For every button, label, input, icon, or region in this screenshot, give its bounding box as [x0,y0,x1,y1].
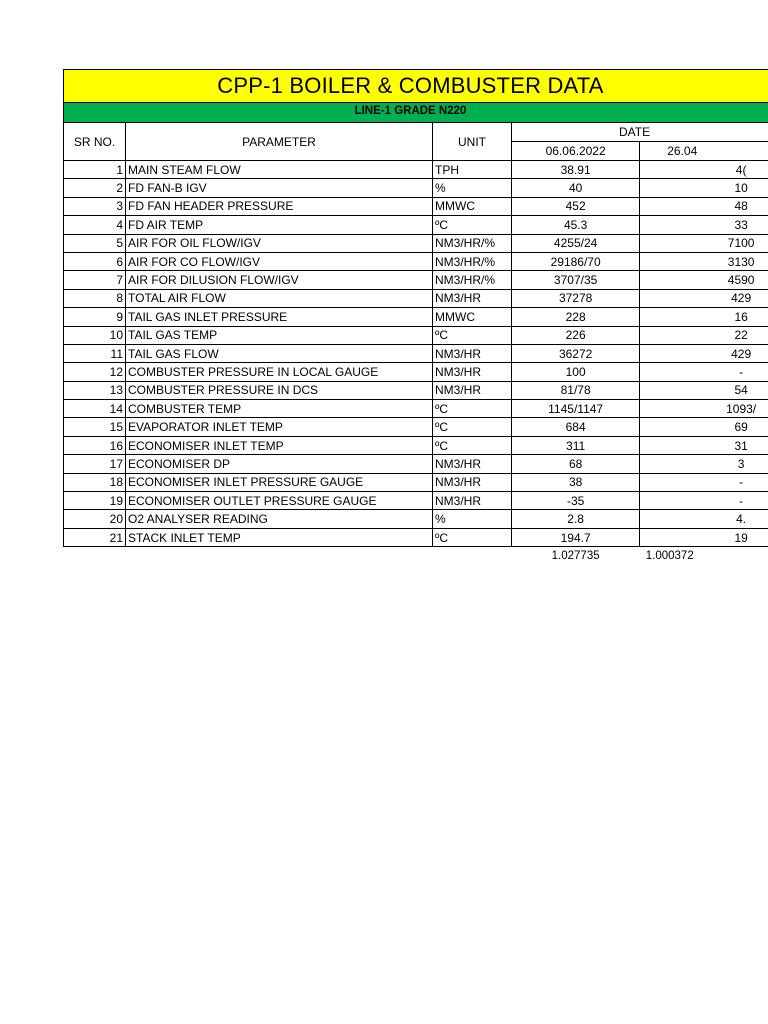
cell-unit[interactable]: ºC [433,216,512,234]
cell-sr[interactable]: 9 [64,308,126,326]
cell-sr[interactable]: 11 [64,344,126,362]
table-row [64,216,768,234]
cell-parameter[interactable]: ECONOMISER OUTLET PRESSURE GAUGE [126,492,433,510]
table-row [64,492,768,510]
cell-date-2-text: - [739,493,744,508]
cell-parameter[interactable]: ECONOMISER INLET TEMP [126,436,433,454]
table-row [64,363,768,381]
cell-date-2-text: 10 [734,181,748,196]
table-row [64,271,768,289]
cell-parameter[interactable]: AIR FOR CO FLOW/IGV [126,252,433,270]
cell-date-1-value[interactable]: 81/78 [512,381,640,399]
sheet-title: CPP-1 BOILER & COMBUSTER DATA [217,73,604,98]
cell-date-2-value[interactable] [640,289,768,307]
table-row [64,308,768,326]
cell-unit[interactable]: TPH [433,161,512,179]
cell-date-2-value[interactable] [640,492,768,510]
header-date: DATE [619,125,651,139]
cell-sr[interactable]: 10 [64,326,126,344]
cell-date-1-value[interactable]: 36272 [512,344,640,362]
cell-date-2-text: 31 [734,438,748,453]
cell-date-2-text: 22 [734,328,748,343]
table-row [64,473,768,491]
cell-date-1-value[interactable]: 311 [512,436,640,454]
subtitle-bar [63,103,768,122]
cell-date-2-value[interactable] [640,161,768,179]
cell-sr[interactable]: 21 [64,528,126,546]
table-row [64,197,768,215]
cell-date-2-value[interactable] [640,528,768,546]
table-body [64,161,768,547]
cell-parameter[interactable]: TAIL GAS FLOW [126,344,433,362]
header-unit: UNIT [433,123,512,161]
header-parameter: PARAMETER [126,123,433,161]
footer-value-1[interactable]: 1.027735 [551,550,600,563]
cell-date-2-value[interactable] [640,197,768,215]
table-row [64,381,768,399]
cell-date-2-text: 19 [734,530,748,545]
cell-parameter[interactable]: COMBUSTER PRESSURE IN LOCAL GAUGE [126,363,433,381]
cell-parameter[interactable]: AIR FOR OIL FLOW/IGV [126,234,433,252]
cell-unit[interactable]: MMWC [433,308,512,326]
cell-date-1-value[interactable]: 684 [512,418,640,436]
cell-sr[interactable]: 6 [64,252,126,270]
cell-parameter[interactable]: FD AIR TEMP [126,216,433,234]
cell-parameter[interactable]: STACK INLET TEMP [126,528,433,546]
cell-unit[interactable]: NM3/HR [433,455,512,473]
cell-sr[interactable]: 14 [64,400,126,418]
table-row [64,528,768,546]
cell-date-1-value[interactable]: 228 [512,308,640,326]
cell-sr[interactable]: 18 [64,473,126,491]
cell-parameter[interactable]: FD FAN HEADER PRESSURE [126,197,433,215]
cell-date-2-text: 48 [734,199,748,214]
cell-parameter[interactable]: ECONOMISER DP [126,455,433,473]
table-row [64,289,768,307]
cell-date-2-text: 4( [735,162,747,177]
footer-row [64,547,768,565]
cell-unit[interactable]: NM3/HR [433,289,512,307]
table-row [64,510,768,528]
cell-date-2-value[interactable] [640,400,768,418]
cell-date-1-value[interactable]: 38.91 [512,161,640,179]
table-row [64,161,768,179]
cell-date-2-text: 3 [737,456,745,471]
cell-date-2-value[interactable] [640,436,768,454]
cell-date-1-value[interactable]: 100 [512,363,640,381]
cell-unit[interactable]: % [433,510,512,528]
header-sr: SR NO. [64,123,126,161]
cell-unit[interactable]: ºC [433,400,512,418]
cell-date-1-value[interactable]: 2.8 [512,510,640,528]
data-table [63,122,768,565]
cell-sr[interactable]: 13 [64,381,126,399]
cell-date-1-value[interactable]: 40 [512,179,640,197]
cell-date-2-value[interactable] [640,308,768,326]
cell-unit[interactable]: ºC [433,528,512,546]
table-row [64,344,768,362]
cell-date-2-value[interactable] [640,216,768,234]
cell-date-2-text: 429 [731,291,752,306]
cell-date-1-value[interactable]: -35 [512,492,640,510]
cell-parameter[interactable]: TAIL GAS INLET PRESSURE [126,308,433,326]
cell-date-2-text: 16 [734,309,748,324]
cell-sr[interactable]: 19 [64,492,126,510]
cell-date-2-value[interactable] [640,510,768,528]
cell-parameter[interactable]: EVAPORATOR INLET TEMP [126,418,433,436]
cell-unit[interactable]: NM3/HR/% [433,271,512,289]
header-date-2: 26.04 [667,144,698,158]
cell-date-1-value[interactable]: 37278 [512,289,640,307]
cell-parameter[interactable]: COMBUSTER TEMP [126,400,433,418]
cell-sr[interactable]: 4 [64,216,126,234]
cell-sr[interactable]: 16 [64,436,126,454]
cell-date-1-value[interactable]: 194.7 [512,528,640,546]
cell-sr[interactable]: 1 [64,161,126,179]
cell-parameter[interactable]: COMBUSTER PRESSURE IN DCS [126,381,433,399]
cell-date-1-value[interactable]: 45.3 [512,216,640,234]
cell-unit[interactable]: ºC [433,436,512,454]
cell-unit[interactable]: MMWC [433,197,512,215]
table-row [64,179,768,197]
cell-sr[interactable]: 2 [64,179,126,197]
cell-date-2-text: - [739,475,744,490]
cell-date-2-value[interactable] [640,252,768,270]
cell-sr[interactable]: 17 [64,455,126,473]
cell-date-2-text: 54 [734,383,748,398]
footer-value-2[interactable]: 1.000372 [645,550,694,563]
cell-sr[interactable]: 5 [64,234,126,252]
cell-date-1-value[interactable]: 3707/35 [512,271,640,289]
cell-date-1-value[interactable]: 452 [512,197,640,215]
header-date-1: 06.06.2022 [512,142,640,161]
cell-parameter[interactable]: TOTAL AIR FLOW [126,289,433,307]
table-row [64,252,768,270]
table-row [64,234,768,252]
header-date-2-cell [640,142,768,161]
cell-date-2-value[interactable] [640,271,768,289]
cell-sr[interactable]: 7 [64,271,126,289]
title-bar [63,69,768,103]
cell-unit[interactable]: NM3/HR [433,344,512,362]
cell-sr[interactable]: 3 [64,197,126,215]
cell-date-1-value[interactable]: 4255/24 [512,234,640,252]
table-row [64,436,768,454]
cell-date-2-text: 7100 [727,236,755,251]
cell-date-2-value[interactable] [640,381,768,399]
cell-date-2-value[interactable] [640,473,768,491]
cell-sr[interactable]: 15 [64,418,126,436]
cell-date-2-value[interactable] [640,234,768,252]
cell-date-2-text: 429 [731,346,752,361]
cell-unit[interactable]: NM3/HR [433,381,512,399]
cell-date-2-text: 1093/ [726,401,757,416]
cell-unit[interactable]: ºC [433,418,512,436]
cell-unit[interactable]: NM3/HR/% [433,234,512,252]
cell-date-1-value[interactable]: 226 [512,326,640,344]
cell-date-2-text: 33 [734,217,748,232]
header-date-group [512,123,768,142]
table-row [64,455,768,473]
cell-date-2-text: 69 [734,420,748,435]
sheet-subtitle: LINE-1 GRADE N220 [354,105,467,117]
cell-date-2-text: - [739,364,744,379]
cell-date-1-value[interactable]: 68 [512,455,640,473]
cell-sr[interactable]: 20 [64,510,126,528]
cell-sr[interactable]: 12 [64,363,126,381]
cell-parameter[interactable]: AIR FOR DILUSION FLOW/IGV [126,271,433,289]
cell-unit[interactable]: NM3/HR [433,363,512,381]
cell-date-1-value[interactable]: 29186/70 [512,252,640,270]
cell-date-2-value[interactable] [640,363,768,381]
cell-date-1-value[interactable]: 38 [512,473,640,491]
cell-date-2-value[interactable] [640,455,768,473]
cell-unit[interactable]: NM3/HR/% [433,252,512,270]
cell-date-2-text: 3130 [727,254,755,269]
cell-parameter[interactable]: ECONOMISER INLET PRESSURE GAUGE [126,473,433,491]
spreadsheet [63,69,768,565]
cell-date-1-value[interactable]: 1145/1147 [512,400,640,418]
cell-date-2-text: 4590 [727,273,755,288]
cell-parameter[interactable]: FD FAN-B IGV [126,179,433,197]
cell-date-2-value[interactable] [640,418,768,436]
table-row [64,418,768,436]
cell-unit[interactable]: NM3/HR [433,492,512,510]
cell-sr[interactable]: 8 [64,289,126,307]
cell-parameter[interactable]: MAIN STEAM FLOW [126,161,433,179]
cell-date-2-value[interactable] [640,326,768,344]
cell-parameter[interactable]: TAIL GAS TEMP [126,326,433,344]
cell-parameter[interactable]: O2 ANALYSER READING [126,510,433,528]
cell-date-2-text: 4. [736,512,747,527]
cell-unit[interactable]: % [433,179,512,197]
cell-date-2-value[interactable] [640,344,768,362]
cell-date-2-value[interactable] [640,179,768,197]
table-row [64,400,768,418]
cell-unit[interactable]: ºC [433,326,512,344]
cell-unit[interactable]: NM3/HR [433,473,512,491]
table-row [64,326,768,344]
